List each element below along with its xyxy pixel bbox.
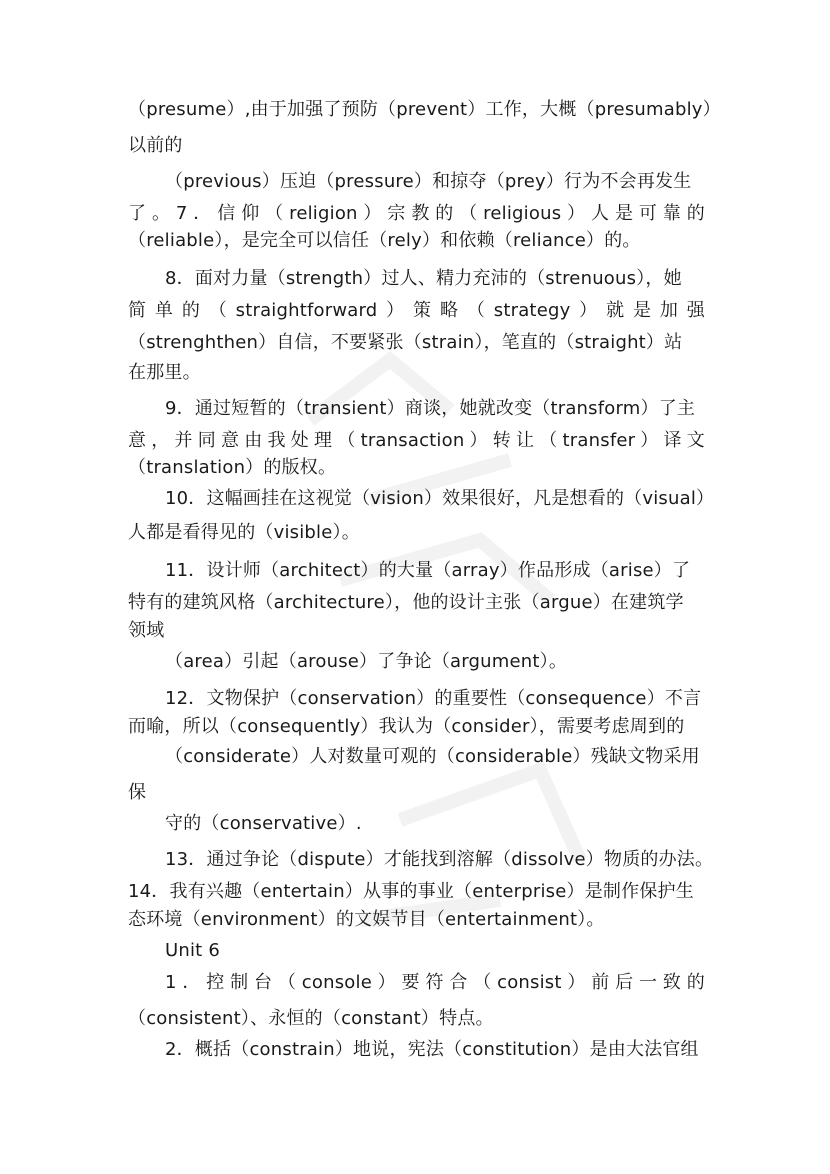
text-line-25: 14．我有兴趣（entertain）从事的事业（enterprise）是制作保护生 [128, 881, 694, 902]
text-line-22: 保 [128, 782, 147, 803]
text-line-16: 特有的建筑风格（architecture），他的设计主张（argue）在建筑学 [128, 592, 684, 613]
text-line-4: 了。7．信仰（religion）宗教的（religious）人是可靠的 [128, 203, 705, 224]
text-line-2: 以前的 [128, 135, 183, 156]
text-line-14: 人都是看得见的（visible）。 [128, 522, 360, 543]
text-line-30: 2．概括（constrain）地说，宪法（constitution）是由大法官组 [165, 1039, 699, 1060]
text-line-10: 9．通过短暂的（transient）商谈，她就改变（transform）了主 [165, 398, 696, 419]
text-line-23: 守的（conservative）. [165, 813, 362, 834]
text-line-18: （area）引起（arouse）了争论（argument）。 [165, 651, 568, 672]
text-line-26: 态环境（environment）的文娱节目（entertainment）。 [128, 909, 605, 930]
text-line-20: 而喻，所以（consequently）我认为（consider），需要考虑周到的 [128, 716, 685, 737]
text-line-13: 10．这幅画挂在这视觉（vision）效果很好，凡是想看的（visual） [165, 488, 715, 509]
text-line-1: （presume）,由于加强了预防（prevent）工作，大概（presumably） [128, 99, 721, 120]
text-line-28: 1．控制台（console）要符合（consist）前后一致的 [165, 972, 705, 993]
text-line-5: （reliable），是完全可以信任（rely）和依赖（reliance）的。 [128, 230, 641, 251]
text-line-17: 领域 [128, 620, 165, 641]
text-line-3: （previous）压迫（pressure）和掠夺（prey）行为不会再发生 [165, 171, 692, 192]
text-line-21: （considerate）人对数量可观的（considerable）残缺文物采用 [165, 746, 700, 767]
text-line-6: 8．面对力量（strength）过人、精力充沛的（strenuous），她 [165, 268, 682, 289]
unit-heading: Unit 6 [165, 940, 221, 961]
text-line-12: （translation）的版权。 [128, 457, 337, 478]
text-line-8: （strenghthen）自信，不要紧张（strain），笔直的（straight）站 [128, 332, 683, 353]
text-line-29: （consistent）、永恒的（constant）特点。 [128, 1008, 494, 1029]
text-line-11: 意，并同意由我处理（transaction）转让（transfer）译文 [128, 430, 705, 451]
text-line-24: 13．通过争论（dispute）才能找到溶解（dissolve）物质的办法。 [165, 849, 714, 870]
text-line-15: 11．设计师（architect）的大量（array）作品形成（arise）了 [165, 560, 691, 581]
text-line-19: 12．文物保护（conservation）的重要性（consequence）不言 [165, 688, 702, 709]
text-line-7: 简单的（straightforward）策略（strategy）就是加强 [128, 300, 705, 321]
text-line-9: 在那里。 [128, 362, 201, 383]
